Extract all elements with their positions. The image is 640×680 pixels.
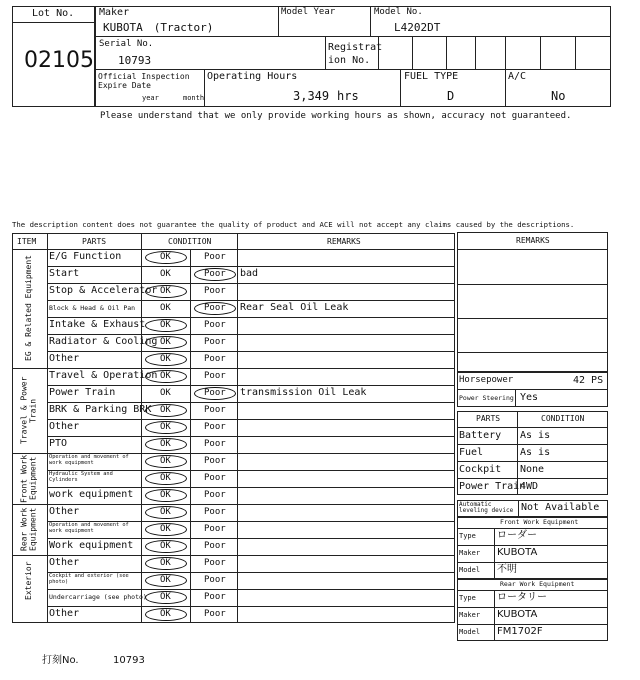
ok-selected-mark: [145, 608, 187, 621]
ok-selected-mark: [145, 506, 187, 519]
leveling-value: Not Available: [521, 502, 600, 513]
side-part-name: Power Train: [459, 481, 526, 492]
steering-value: Yes: [520, 392, 539, 403]
leveling-label: Automatic leveling device: [459, 501, 514, 515]
row-part: Operation and movement of work equipment: [49, 454, 129, 466]
row-poor: Poor: [204, 473, 226, 483]
inspection-label: Official Inspection Expire Date: [98, 72, 190, 91]
row-poor: Poor: [204, 354, 226, 364]
row-poor: Poor: [204, 303, 226, 313]
steering-label: Power Steering: [459, 394, 514, 402]
row-remark: transmission Oil Leak: [240, 387, 367, 398]
row-ok: OK: [160, 473, 171, 483]
lot-label: Lot No.: [32, 8, 75, 19]
serial-value: 10793: [118, 54, 152, 67]
row-part: Other: [49, 557, 80, 568]
row-part: Block & Head & Oil Pan: [49, 304, 136, 312]
stamp-value: 10793: [113, 655, 145, 666]
disclaimer: The description content does not guarantee the quality of product and ACE will not accept any claims caused by the descriptions.: [12, 220, 575, 229]
row-part: Other: [49, 608, 80, 619]
ok-selected-mark: [145, 540, 187, 553]
row-poor: Poor: [204, 609, 226, 619]
row-ok: OK: [160, 252, 171, 262]
row-part: Other: [49, 506, 80, 517]
header-parts: PARTS: [82, 237, 107, 246]
front-equipment-value: KUBOTA: [497, 547, 538, 558]
fuel-value: D: [447, 89, 455, 103]
row-part: BRK & Parking BRK: [49, 404, 152, 415]
side-part-name: Battery: [459, 430, 502, 441]
row-ok: OK: [160, 592, 171, 602]
row-poor: Poor: [204, 337, 226, 347]
row-ok: OK: [160, 405, 171, 415]
row-part: Start: [49, 268, 80, 279]
rear-equipment-value: FM1702F: [497, 626, 543, 637]
ok-selected-mark: [145, 455, 187, 468]
row-part: Cockpit and exterior (see photo): [49, 573, 129, 585]
model-year-label: Model Year: [281, 7, 336, 17]
row-remark: bad: [240, 268, 259, 279]
row-ok: OK: [160, 524, 171, 534]
group-label: Travel & Power Train: [19, 376, 38, 445]
row-poor: Poor: [204, 269, 226, 279]
ok-selected-mark: [145, 523, 187, 536]
fuel-label: FUEL TYPE: [404, 71, 459, 82]
front-equipment-value: ローダー: [497, 530, 537, 541]
side-part-value: 4WD: [520, 481, 539, 492]
row-part: Other: [49, 353, 80, 364]
row-ok: OK: [160, 286, 171, 296]
row-poor: Poor: [204, 286, 226, 296]
side-part-value: None: [520, 464, 545, 475]
group-label: Rear Work Equipment: [19, 507, 38, 552]
horsepower-value: 42 PS: [573, 375, 604, 386]
ac-value: No: [551, 89, 566, 103]
row-poor: Poor: [204, 320, 226, 330]
month-label: month: [183, 94, 205, 102]
row-poor: Poor: [204, 558, 226, 568]
rear-equipment-value: KUBOTA: [497, 609, 538, 620]
ok-selected-mark: [145, 421, 187, 434]
side-condition-header: CONDITION: [541, 414, 585, 423]
row-ok: OK: [160, 456, 171, 466]
row-ok: OK: [160, 388, 171, 398]
row-remark: Rear Seal Oil Leak: [240, 302, 349, 313]
row-ok: OK: [160, 541, 171, 551]
row-part: PTO: [49, 438, 68, 449]
row-part: E/G Function: [49, 251, 122, 262]
serial-label: Serial No.: [99, 39, 154, 49]
row-ok: OK: [160, 422, 171, 432]
group-label: EG & Related Equipment: [24, 255, 34, 362]
ok-selected-mark: [145, 353, 187, 366]
ok-selected-mark: [145, 370, 187, 383]
row-part: Power Train: [49, 387, 116, 398]
rear-equipment-label: Type: [459, 594, 476, 602]
header-item: ITEM: [17, 237, 37, 246]
row-ok: OK: [160, 439, 171, 449]
row-ok: OK: [160, 371, 171, 381]
row-part: Other: [49, 421, 80, 432]
ok-selected-mark: [145, 591, 187, 604]
row-poor: Poor: [204, 439, 226, 449]
side-part-value: As is: [520, 430, 551, 441]
year-label: year: [142, 94, 159, 102]
side-remarks-box: [457, 232, 608, 372]
front-equipment-header: Front Work Equipment: [500, 518, 579, 526]
poor-selected-mark: [194, 387, 236, 400]
ac-label: A/C: [508, 71, 527, 82]
rear-equipment-header: Rear Work Equipment: [500, 580, 575, 588]
row-ok: OK: [160, 575, 171, 585]
row-ok: OK: [160, 609, 171, 619]
row-poor: Poor: [204, 592, 226, 602]
maker-value: KUBOTA (Tractor): [103, 21, 214, 34]
row-poor: Poor: [204, 490, 226, 500]
ok-selected-mark: [145, 438, 187, 451]
row-poor: Poor: [204, 541, 226, 551]
side-part-name: Cockpit: [459, 464, 502, 475]
row-ok: OK: [160, 507, 171, 517]
poor-selected-mark: [194, 268, 236, 281]
stamp-label: 打刻No.: [42, 655, 79, 666]
poor-selected-mark: [194, 302, 236, 315]
rear-equipment-label: Maker: [459, 611, 481, 619]
front-equipment-value: 不明: [497, 564, 517, 575]
ok-selected-mark: [145, 574, 187, 587]
registration-label: Registrat ion No.: [328, 42, 383, 66]
row-poor: Poor: [204, 575, 226, 585]
ok-selected-mark: [145, 251, 187, 264]
row-part: Radiator & Cooling: [49, 336, 158, 347]
row-part: Intake & Exhaust: [49, 319, 146, 330]
row-poor: Poor: [204, 507, 226, 517]
row-ok: OK: [160, 558, 171, 568]
row-part: Operation and movement of work equipment: [49, 522, 129, 534]
horsepower-label: Horsepower: [459, 375, 514, 385]
side-remarks-header: REMARKS: [516, 236, 550, 245]
header-condition: CONDITION: [168, 237, 212, 246]
front-equipment-label: Model: [459, 566, 481, 574]
row-poor: Poor: [204, 388, 226, 398]
ok-selected-mark: [145, 336, 187, 349]
hours-value: 3,349: [293, 89, 330, 103]
row-ok: OK: [160, 490, 171, 500]
rear-equipment-label: Model: [459, 628, 481, 636]
row-part: Work equipment: [49, 540, 134, 551]
ok-selected-mark: [145, 472, 187, 485]
row-poor: Poor: [204, 405, 226, 415]
rear-equipment-value: ロータリー: [497, 592, 547, 603]
header-remarks: REMARKS: [327, 237, 361, 246]
row-part: work equipment: [49, 489, 134, 500]
row-poor: Poor: [204, 422, 226, 432]
hours-unit: hrs: [337, 89, 359, 103]
side-part-value: As is: [520, 447, 551, 458]
ok-selected-mark: [145, 319, 187, 332]
row-part: Stop & Accelerator: [49, 285, 158, 296]
front-equipment-label: Maker: [459, 549, 481, 557]
ok-selected-mark: [145, 489, 187, 502]
row-ok: OK: [160, 354, 171, 364]
hours-notice: Please understand that we only provide working hours as shown, accuracy not guaranteed.: [100, 111, 572, 121]
group-label: Exterior: [24, 561, 34, 600]
lot-number: 02105: [24, 48, 94, 73]
row-poor: Poor: [204, 371, 226, 381]
model-no-value: L4202DT: [394, 21, 441, 34]
side-part-name: Fuel: [459, 447, 484, 458]
ok-selected-mark: [145, 404, 187, 417]
ok-selected-mark: [145, 285, 187, 298]
ok-selected-mark: [145, 557, 187, 570]
row-poor: Poor: [204, 456, 226, 466]
row-part: Travel & Operation: [49, 370, 158, 381]
row-ok: OK: [160, 320, 171, 330]
model-no-label: Model No.: [374, 7, 423, 17]
row-ok: OK: [160, 337, 171, 347]
group-label: Front Work Equipment: [19, 454, 38, 503]
maker-label: Maker: [99, 7, 130, 18]
side-parts-header: PARTS: [476, 414, 501, 423]
row-part: Undercarriage (see photo): [49, 593, 147, 601]
row-ok: OK: [160, 303, 171, 313]
row-ok: OK: [160, 269, 171, 279]
row-poor: Poor: [204, 252, 226, 262]
row-part: Hydraulic System and Cylinders: [49, 471, 113, 483]
hours-label: Operating Hours: [207, 71, 298, 82]
row-poor: Poor: [204, 524, 226, 534]
front-equipment-label: Type: [459, 532, 476, 540]
